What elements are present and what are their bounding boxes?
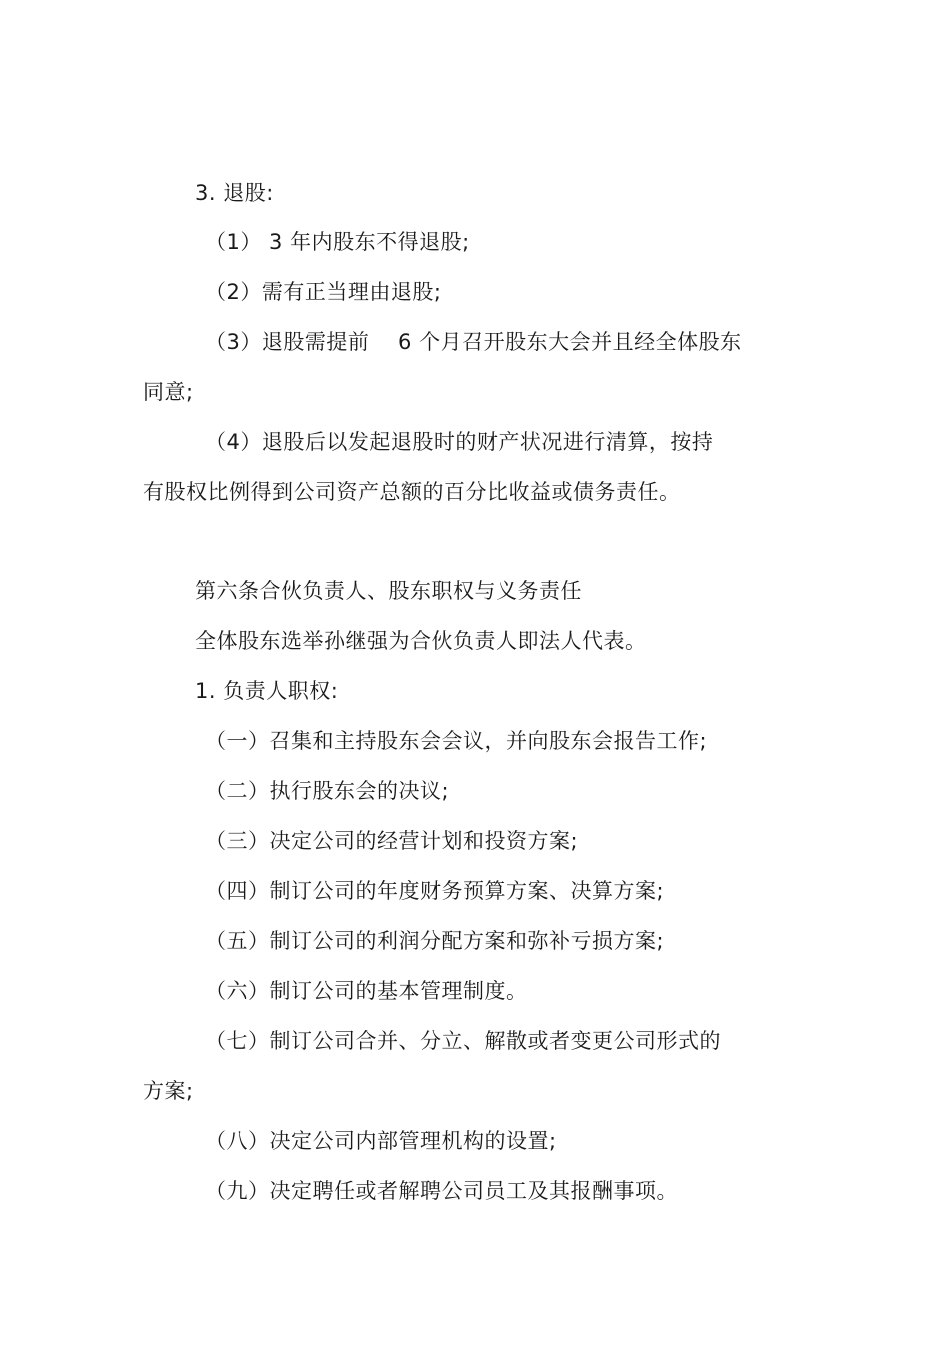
withdrawal-item-3: （3）退股需提前 6 个月召开股东大会并且经全体股东 xyxy=(205,330,742,354)
article-six-intro: 全体股东选举孙继强为合伙负责人即法人代表。 xyxy=(195,629,647,653)
power-item-3: （三）决定公司的经营计划和投资方案; xyxy=(205,829,579,853)
power-item-1: （一）召集和主持股东会会议，并向股东会报告工作; xyxy=(205,729,708,753)
withdrawal-item-2: （2）需有正当理由退股; xyxy=(205,280,442,304)
responsible-person-powers-heading: 1. 负责人职权: xyxy=(195,679,339,703)
withdrawal-item-1: （1） 3 年内股东不得退股; xyxy=(205,230,470,254)
power-item-4: （四）制订公司的年度财务预算方案、决算方案; xyxy=(205,879,665,903)
power-item-7: （七）制订公司合并、分立、解散或者变更公司形式的 xyxy=(205,1029,721,1053)
article-six-title: 第六条合伙负责人、股东职权与义务责任 xyxy=(195,579,582,603)
withdrawal-item-4-continued: 有股权比例得到公司资产总额的百分比收益或债务责任。 xyxy=(143,480,681,504)
withdrawal-item-4: （4）退股后以发起退股时的财产状况进行清算，按持 xyxy=(205,430,714,454)
section-heading-withdrawal: 3. 退股: xyxy=(195,181,274,205)
withdrawal-item-3-continued: 同意; xyxy=(143,380,194,404)
power-item-2: （二）执行股东会的决议; xyxy=(205,779,450,803)
power-item-5: （五）制订公司的利润分配方案和弥补亏损方案; xyxy=(205,929,665,953)
power-item-6: （六）制订公司的基本管理制度。 xyxy=(205,979,528,1003)
power-item-8: （八）决定公司内部管理机构的设置; xyxy=(205,1129,557,1153)
power-item-7-continued: 方案; xyxy=(143,1079,194,1103)
power-item-9: （九）决定聘任或者解聘公司员工及其报酬事项。 xyxy=(205,1179,678,1203)
